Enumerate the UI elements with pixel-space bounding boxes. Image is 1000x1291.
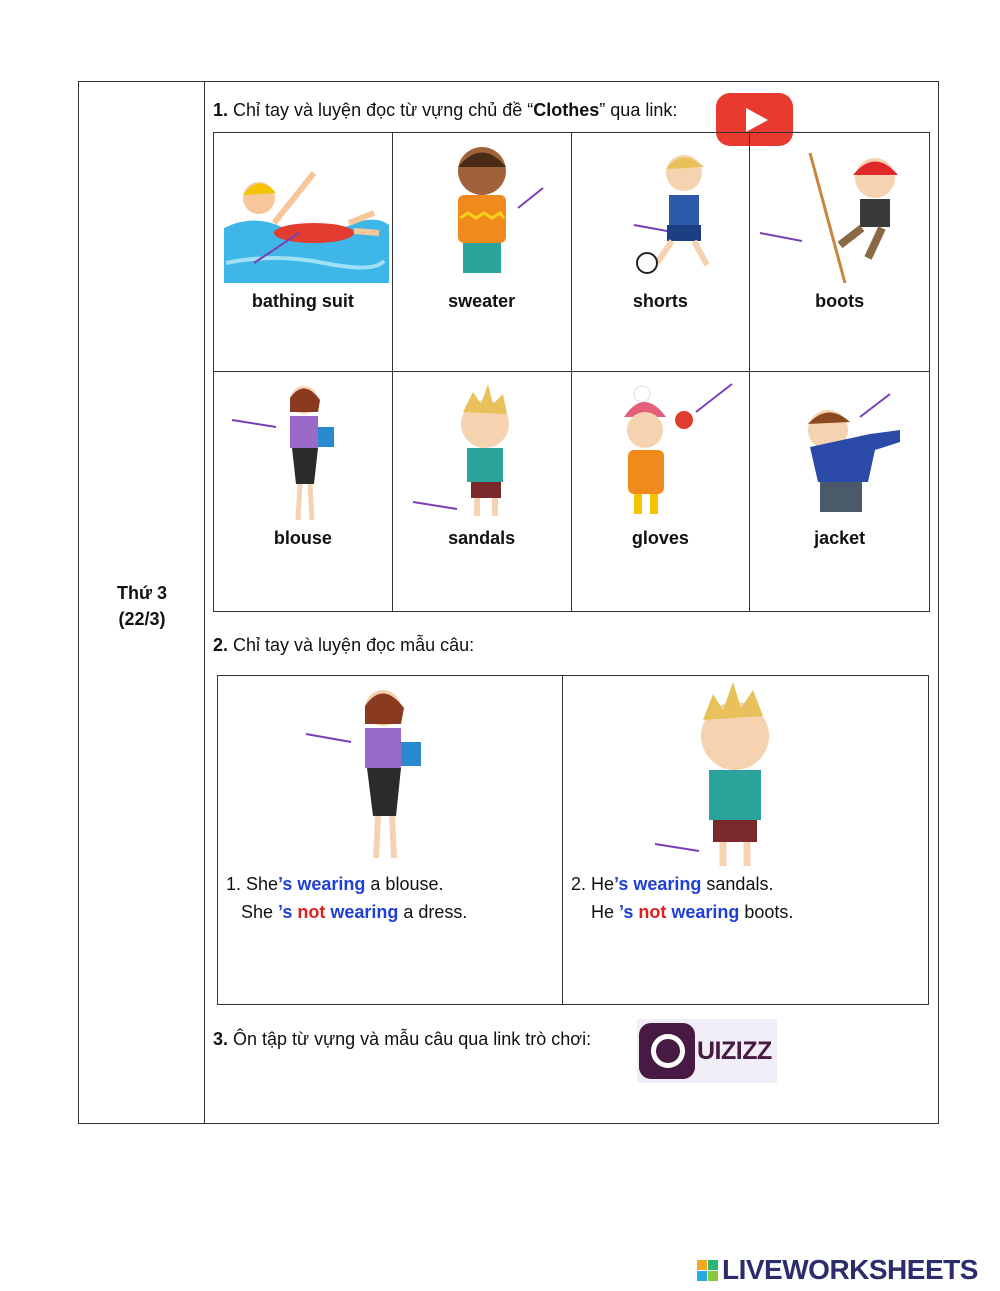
- section-3-text: Ôn tập từ vựng và mẫu câu qua link trò chơi:: [228, 1029, 592, 1049]
- quizizz-link[interactable]: [637, 1019, 777, 1083]
- section-3-heading: [213, 1029, 591, 1050]
- day-column: [79, 82, 205, 1123]
- section-2-heading: [213, 635, 474, 656]
- girl-shorts-illustration: [572, 133, 750, 283]
- girl-gloves-illustration: [572, 372, 750, 522]
- vocab-card-sandals: [393, 372, 572, 611]
- vocab-word: blouse: [273, 528, 332, 548]
- sentence-text: He: [571, 902, 620, 922]
- boy-sweater-illustration: [393, 133, 571, 283]
- section-1-heading: [213, 100, 677, 121]
- liveworksheets-blocks-icon: [697, 1260, 718, 1281]
- vocab-card-gloves: [572, 372, 751, 611]
- sentence-text: boots.: [739, 902, 794, 922]
- sentence-not: not: [292, 902, 326, 922]
- sentence-text: a dress.: [398, 902, 468, 922]
- day-date: (22/3): [118, 609, 166, 629]
- vocab-card-blouse: [214, 372, 393, 611]
- sentence-text: She: [226, 902, 279, 922]
- vocab-word: sweater: [448, 291, 516, 311]
- sentence-verb: wearing: [666, 902, 740, 922]
- sentence-verb: ’s wearing: [614, 874, 702, 894]
- section-1-number: 1.: [213, 100, 229, 120]
- boy-sandals-illustration: [563, 676, 929, 871]
- vocabulary-grid: [213, 132, 930, 612]
- climber-boots-illustration: [750, 133, 928, 283]
- section-1-keyword: Clothes: [533, 100, 600, 120]
- vocab-word: shorts: [632, 291, 688, 311]
- sentence-text: 1. She: [226, 874, 279, 894]
- sentence-table: [217, 675, 929, 1005]
- sentence-negative: [571, 902, 793, 923]
- quizizz-q-icon: [639, 1023, 695, 1079]
- woman-blouse-illustration: [218, 676, 562, 871]
- vocab-card-boots: [750, 133, 929, 372]
- vocab-card-sweater: [393, 133, 572, 372]
- vocab-card-shorts: [572, 133, 751, 372]
- section-2-text: Chỉ tay và luyện đọc mẫu câu:: [228, 635, 475, 655]
- sentence-card-he: [563, 676, 928, 1004]
- sentence-not: not: [633, 902, 667, 922]
- boy-jacket-illustration: [750, 372, 928, 522]
- liveworksheets-brand: LIVEWORKSHEETS: [722, 1254, 978, 1285]
- sentence-verb: wearing: [325, 902, 399, 922]
- section-2-number: 2.: [213, 635, 229, 655]
- vocab-word: gloves: [631, 528, 689, 548]
- sentence-text: a blouse.: [365, 874, 444, 894]
- vocab-word: bathing suit: [251, 291, 354, 311]
- liveworksheets-logo: [697, 1254, 978, 1286]
- sentence-verb: ’s wearing: [278, 874, 366, 894]
- quizizz-label: UIZIZZ: [697, 1036, 772, 1065]
- vocab-word: boots: [815, 291, 865, 311]
- sentence-positive: [571, 874, 773, 895]
- section-1-text-end: ” qua link:: [599, 100, 678, 120]
- vocab-card-bathing-suit: [214, 133, 393, 372]
- woman-blouse-illustration: [214, 372, 392, 522]
- vocab-word: sandals: [448, 528, 516, 548]
- day-name: Thứ 3: [116, 583, 168, 603]
- section-3-number: 3.: [213, 1029, 229, 1049]
- sentence-verb: ’s: [619, 902, 634, 922]
- vocab-card-jacket: [750, 372, 929, 611]
- vocab-word: jacket: [814, 528, 866, 548]
- sentence-negative: [226, 902, 467, 923]
- sentence-card-she: [218, 676, 563, 1004]
- sentence-positive: [226, 874, 443, 895]
- boy-sandals-illustration: [393, 372, 571, 522]
- day-label: [79, 580, 205, 632]
- section-1-text: Chỉ tay và luyện đọc từ vựng chủ đề “: [228, 100, 534, 120]
- sentence-text: sandals.: [701, 874, 774, 894]
- sentence-text: 2. He: [571, 874, 615, 894]
- sentence-verb: ’s: [278, 902, 293, 922]
- swimmer-illustration: [214, 133, 392, 283]
